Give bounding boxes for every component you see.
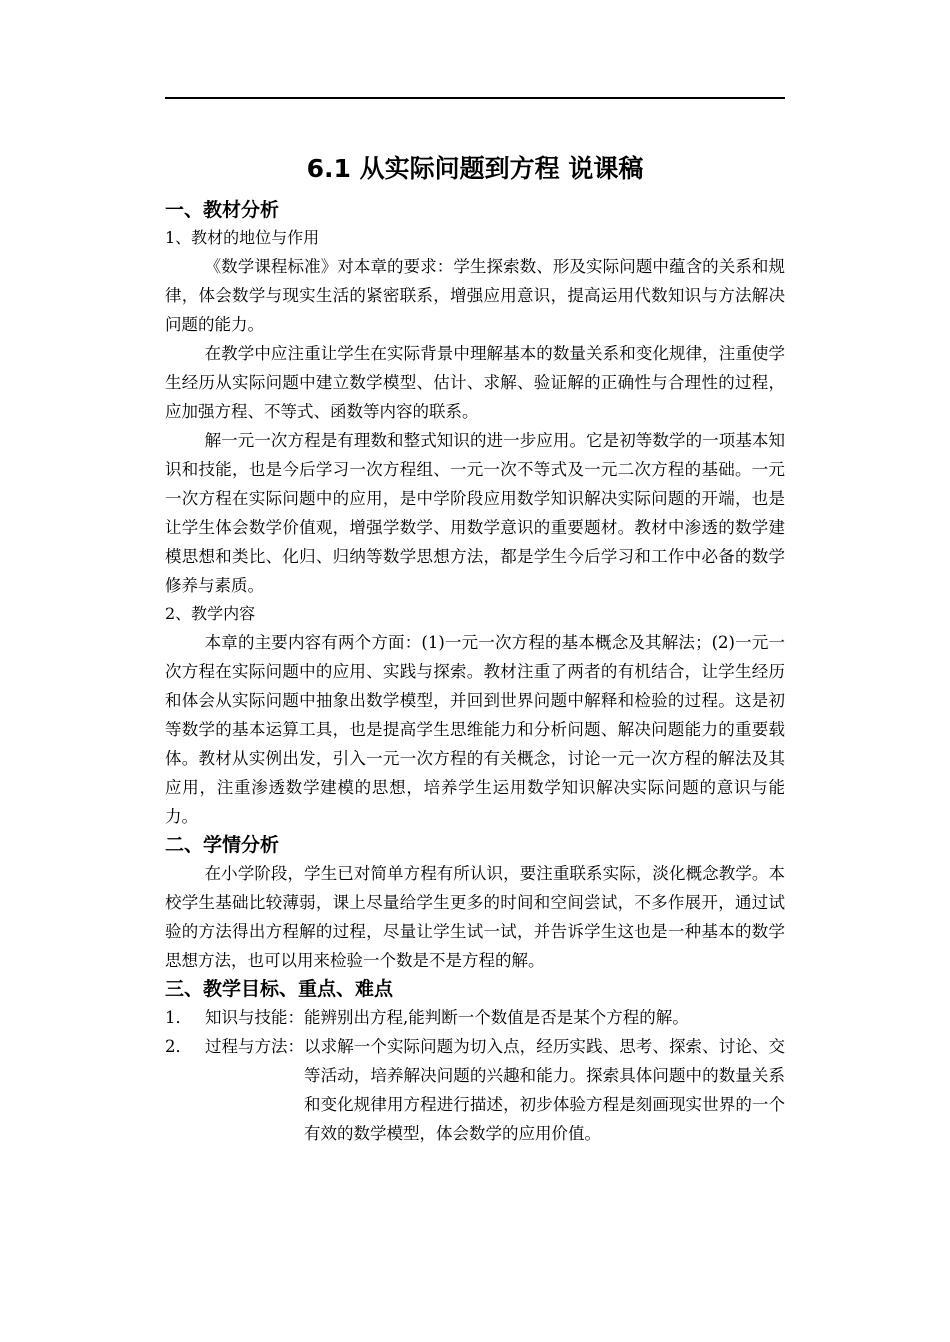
list-label: 知识与技能： <box>205 1008 304 1027</box>
list-text: 以求解一个实际问题为切入点，经历实践、思考、探索、讨论、交等活动，培养解决问题的兴趣和能力。探索具体问题中的数量关系和变化规律用方程进行描述，初步体验方程是刻画现实世界的一个有效的数学模型，体会数学的应用价值。 <box>304 1037 785 1143</box>
list-item <box>165 1003 785 1032</box>
paragraph: 在教学中应注重让学生在实际背景中理解基本的数量关系和变化规律，注重使学生经历从实际问题中建立数学模型、估计、求解、验证解的正确性与合理性的过程，应加强方程、不等式、函数等内容的联系。 <box>165 344 785 421</box>
header-rule <box>165 97 785 99</box>
section-heading-teaching-goals: 三、教学目标、重点、难点 <box>165 978 394 1000</box>
paragraph: 解一元一次方程是有理数和整式知识的进一步应用。它是初等数学的一项基本知识和技能，也是今后学习一次方程组、一元一次不等式及一元二次方程的基础。一元一次方程在实际问题中的应用，是中学阶段应用数学知识解决实际问题的开端，也是让学生体会数学价值观，增强学数学、用数学意识的重要题材。教材中渗透的数学建模思想和类比、化归、归纳等数学思想方法，都是学生今后学习和工作中必备的数学修养与素质。 <box>165 431 785 595</box>
list-item <box>165 1032 785 1148</box>
list-number: 2． <box>165 1037 192 1056</box>
subsection-heading-position-role: 1、教材的地位与作用 <box>165 228 320 247</box>
paragraph: 在小学阶段，学生已对简单方程有所认识，要注重联系实际，淡化概念教学。本校学生基础比较薄弱，课上尽量给学生更多的时间和空间尝试，不多作展开，通过试验的方法得出方程解的过程，尽量让学生试一试，并告诉学生这也是一种基本的数学思想方法，也可以用来检验一个数是不是方程的解。 <box>165 864 785 970</box>
list-label: 过程与方法： <box>205 1037 304 1056</box>
paragraph: 本章的主要内容有两个方面：(1)一元一次方程的基本概念及其解法；(2)一元一次方程在实际问题中的应用、实践与探索。教材注重了两者的有机结合，让学生经历和体会从实际问题中抽象出数学模型，并回到世界问题中解释和检验的过程。这是初等数学的基本运算工具，也是提高学生思维能力和分析问题、解决问题能力的重要载体。教材从实例出发，引入一元一次方程的有关概念，讨论一元一次方程的解法及其应用，注重渗透数学建模的思想，培养学生运用数学知识解决实际问题的意识与能力。 <box>165 633 785 826</box>
section-heading-student-analysis: 二、学情分析 <box>165 834 280 856</box>
list-text: 能辨别出方程,能判断一个数值是否是某个方程的解。 <box>304 1008 689 1027</box>
paragraph: 《数学课程标准》对本章的要求：学生探索数、形及实际问题中蕴含的关系和规律，体会数学与现实生活的紧密联系，增强应用意识，提高运用代数知识与方法解决问题的能力。 <box>165 257 785 334</box>
list-number: 1． <box>165 1008 192 1027</box>
document-title: 6.1 从实际问题到方程 说课稿 <box>306 154 644 183</box>
document-body <box>165 150 785 1148</box>
section-heading-textbook-analysis: 一、教材分析 <box>165 199 280 221</box>
subsection-heading-teaching-content: 2、教学内容 <box>165 604 256 623</box>
